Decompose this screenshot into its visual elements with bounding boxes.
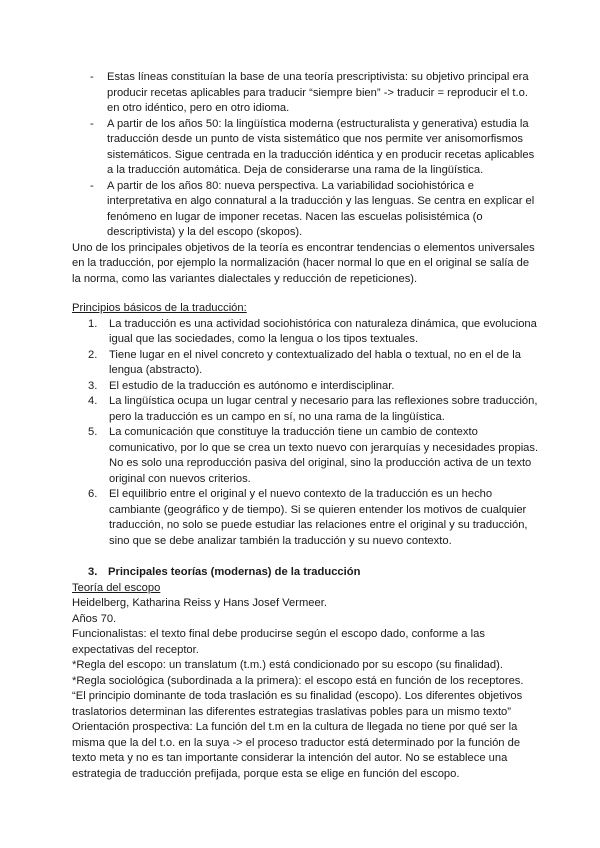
escopo-line: Funcionalistas: el texto final debe producirse según el escopo dado, conforme a las expectativas del receptor. xyxy=(72,628,485,656)
dash-marker: - xyxy=(90,117,94,130)
list-number: 6. xyxy=(88,488,98,500)
dash-marker: - xyxy=(90,71,94,83)
dash-list xyxy=(72,70,540,241)
list-item-text: El estudio de la traducción es autónomo e interdisciplinar. xyxy=(109,379,395,392)
escopo-line: *Regla sociológica (subordinada a la primera): el escopo está en función de los receptores. xyxy=(72,674,524,687)
list-item-text: La comunicación que constituye la traducción tiene un cambio de contexto comunicativo, por lo que se crea un texto nuevo con jerarquías y necesidades propias. No es solo una reproducción pasiva del original, sino la producción activa de un texto original con nuevos criterios. xyxy=(109,426,539,485)
list-item xyxy=(72,348,540,379)
section-number: 3. xyxy=(88,566,98,578)
list-item-text: Estas líneas constituían la base de una teoría prescriptivista: su objetivo principal era producir recetas aplicables para traducir “siempre bien” -> traducir = reproducir el t.o. en otro idéntico, pero en otro idioma. xyxy=(107,71,529,114)
list-item xyxy=(72,117,540,179)
list-number: 2. xyxy=(88,348,98,361)
principles-heading: Principios básicos de la traducción: xyxy=(72,302,247,314)
escopo-heading: Teoría del escopo xyxy=(72,581,161,594)
list-item-text: El equilibrio entre el original y el nuevo contexto de la traducción es un hecho cambiante (geográfico y de tiempo). Si se quieren entender los motivos de cualquier traducción, no solo se puede estudiar las relaciones entre el original y su traducción, sino que se debe analizar también la traducción y su nuevo contexto. xyxy=(109,488,528,547)
list-number: 5. xyxy=(88,426,98,438)
escopo-line: Orientación prospectiva: La función del t.m en la cultura de llegada no tiene por qué ser la misma que la del t.o. en la suya -> el proceso traductor está determinado por la función de texto meta y no es tan importante considerar la intención del autor. No se establece una estrategia de traducción prefijada, porque esta se elige en función del escopo. xyxy=(72,721,521,780)
list-item xyxy=(72,487,540,549)
list-item xyxy=(72,179,540,241)
escopo-line: Años 70. xyxy=(72,612,117,625)
list-number: 4. xyxy=(88,395,98,407)
list-item xyxy=(72,425,540,487)
escopo-line: Heidelberg, Katharina Reiss y Hans Josef Vermeer. xyxy=(72,597,327,609)
list-number: 3. xyxy=(88,379,98,392)
section-title: Principales teorías (modernas) de la traducción xyxy=(108,566,361,578)
list-number: 1. xyxy=(88,317,98,330)
list-item-text: A partir de los años 50: la lingüística moderna (estructuralista y generativa) estudia la traducción desde un punto de vista sistemático que nos permite ver anisomorfismos sistemáticos. Sigue centrada en la traducción idéntica y en producir recetas aplicables a la traducción automática. Deja de considerarse una rama de la lingüística. xyxy=(107,117,535,176)
list-item xyxy=(72,394,540,425)
principles-list xyxy=(72,317,540,550)
escopo-line: “El principio dominante de toda traslación es su finalidad (escopo). Los diferentes objetivos traslatorios determinan las diferentes estrategias traslativas pobles para un mismo texto” xyxy=(72,690,523,718)
section-heading xyxy=(72,565,540,581)
intro-paragraph: Uno de los principales objetivos de la teoría es encontrar tendencias o elementos universales en la traducción, por ejemplo la normalización (hacer normal lo que en el original se salía de la norma, como las variantes dialectales y reducción de repeticiones). xyxy=(72,241,535,285)
list-item-text: A partir de los años 80: nueva perspectiva. La variabilidad sociohistórica e interpretativa en algo connatural a la traducción y las lenguas. Se centra en explicar el fenómeno en lugar de imponer recetas. Nacen las escuelas polisistémica (o descriptivista) y la del escopo (skopos). xyxy=(107,179,535,238)
dash-marker: - xyxy=(90,179,94,192)
list-item-text: La lingüística ocupa un lugar central y necesario para las reflexiones sobre traducción, pero la traducción es un campo en sí, no una rama de la lingüística. xyxy=(109,395,538,423)
list-item xyxy=(72,317,540,348)
escopo-line: *Regla del escopo: un translatum (t.m.) está condicionado por su escopo (su finalidad). xyxy=(72,659,503,671)
list-item-text: La traducción es una actividad sociohistórica con naturaleza dinámica, que evoluciona igual que las sociedades, como la lengua o los tipos textuales. xyxy=(109,317,537,345)
list-item xyxy=(72,70,540,117)
list-item xyxy=(72,379,540,395)
list-item-text: Tiene lugar en el nivel concreto y contextualizado del habla o textual, no en el de la lengua (abstracto). xyxy=(109,348,521,376)
